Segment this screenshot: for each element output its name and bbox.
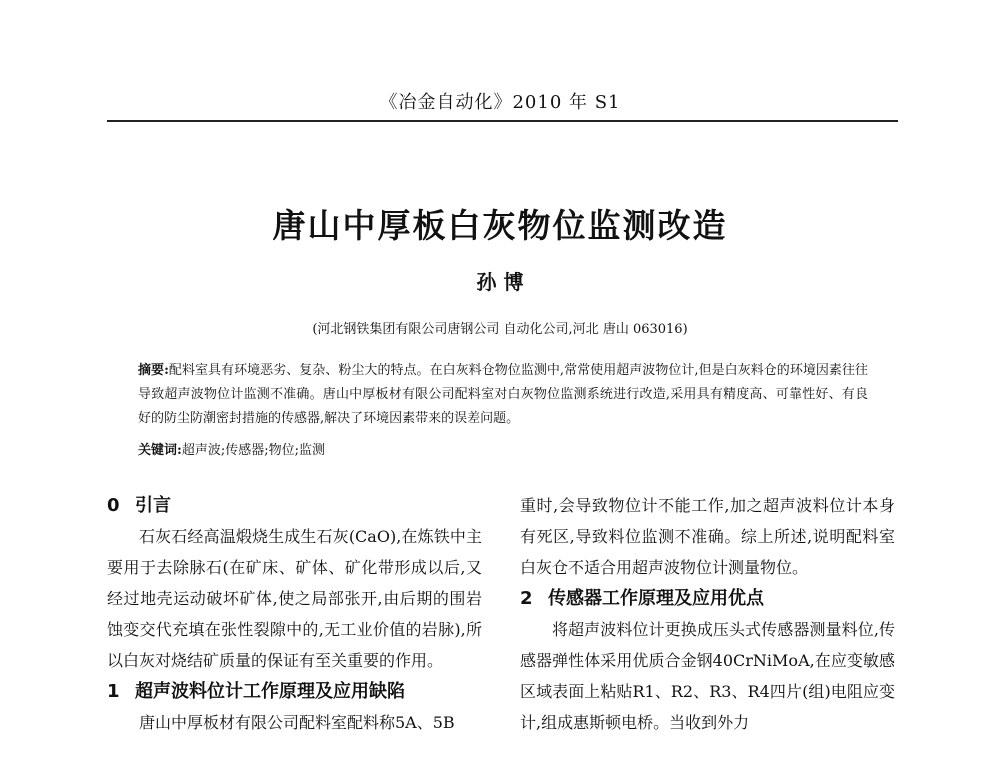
abstract	[138, 359, 868, 431]
section-heading	[107, 490, 482, 521]
section-number: 1	[107, 681, 120, 702]
header-rule	[107, 120, 898, 122]
section-number: 2	[520, 588, 533, 609]
paragraph: 将超声波料位计更换成压头式传感器测量料位,传感器弹性体采用优质合金钢40CrNiMoA,在应变敏感区域表面上粘贴R1、R2、R3、R4四片(组)电阻应变计,组成惠斯顿电桥。当收到外力	[520, 620, 895, 732]
abstract-label: 摘要:	[138, 363, 169, 378]
author: 孙 博	[476, 270, 524, 294]
abstract-text: 配料室具有环境恶劣、复杂、粉尘大的特点。在白灰料仓物位监测中,常常使用超声波物位计,但是白灰料仓的环境因素往往导致超声波物位计监测不准确。唐山中厚板材有限公司配料室对白灰物位监测系统进行改造,采用具有精度高、可靠性好、有良好的防尘防潮密封措施的传感器,解决了环境因素带来的误差问题。	[138, 363, 868, 426]
section-number: 0	[107, 495, 120, 516]
journal-header: 《冶金自动化》2010 年 S1	[379, 92, 621, 113]
paper-title: 唐山中厚板白灰物位监测改造	[272, 206, 728, 245]
paragraph-continued: 重时,会导致物位计不能工作,加之超声波料位计本身有死区,导致料位监测不准确。综上所述,说明配料室白灰仓不适合用超声波物位计测量物位。	[520, 496, 895, 577]
left-column	[107, 490, 482, 738]
keywords	[138, 439, 868, 463]
section-heading	[107, 676, 482, 707]
affiliation: (河北钢铁集团有限公司唐钢公司 自动化公司,河北 唐山 063016)	[312, 322, 688, 337]
section-heading	[520, 583, 895, 614]
section-title: 引言	[135, 495, 171, 516]
keywords-label: 关键词:	[138, 443, 182, 458]
section-title: 超声波料位计工作原理及应用缺陷	[135, 681, 405, 702]
right-column	[520, 490, 895, 738]
keywords-text: 超声波;传感器;物位;监测	[181, 443, 325, 458]
paragraph: 石灰石经高温煅烧生成生石灰(CaO),在炼铁中主要用于去除脉石(在矿床、矿体、矿化带形成以后,又经过地壳运动破坏矿体,使之局部张开,由后期的围岩蚀变交代充填在张性裂隙中的,无工业价值的岩脉),所以白灰对烧结矿质量的保证有至关重要的作用。	[107, 527, 482, 670]
paragraph: 唐山中厚板材有限公司配料室配料称5A、5B	[139, 713, 455, 732]
section-title: 传感器工作原理及应用优点	[548, 588, 764, 609]
